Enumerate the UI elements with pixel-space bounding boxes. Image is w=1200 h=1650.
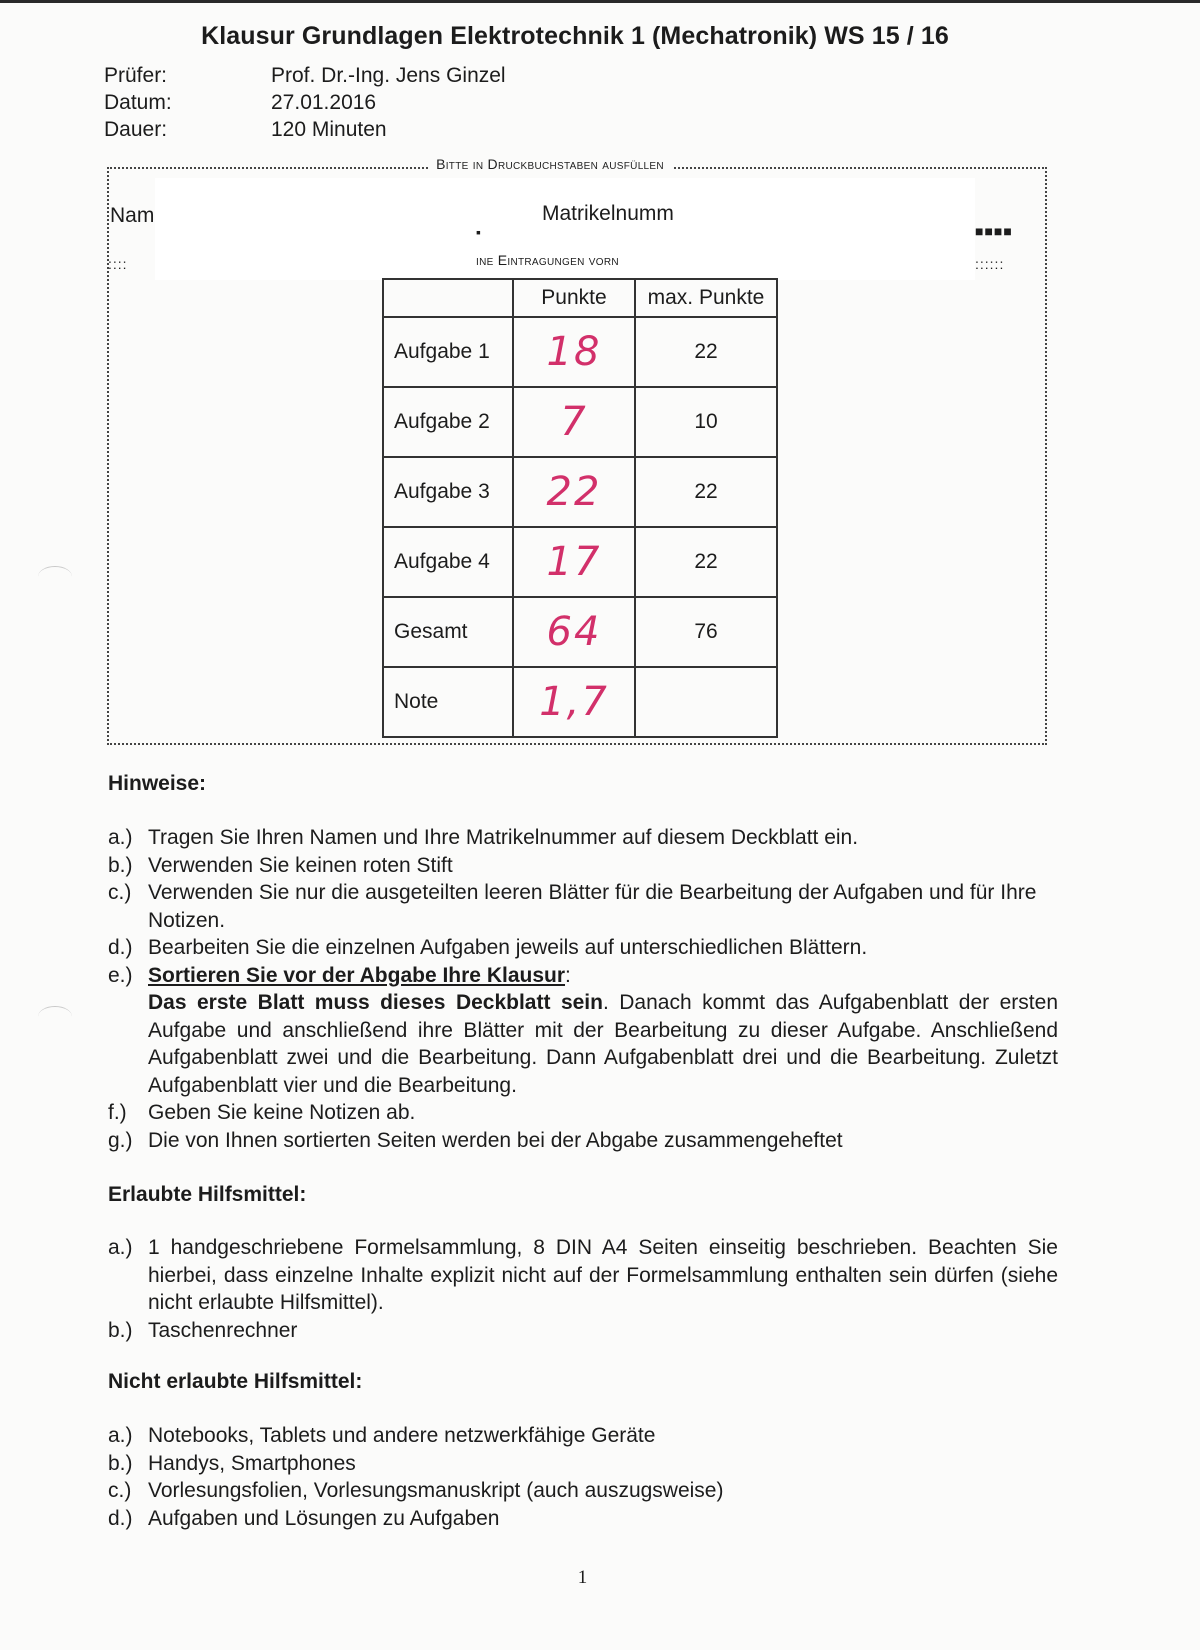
page-number: 1 bbox=[577, 1567, 588, 1588]
list-item: b.) Taschenrechner bbox=[108, 1318, 298, 1342]
list-item: d.) Aufgaben und Lösungen zu Aufgaben bbox=[108, 1506, 500, 1530]
max-points: 10 bbox=[635, 387, 777, 457]
table-header-row bbox=[383, 279, 777, 317]
table-row bbox=[383, 527, 777, 597]
list-item: c.) Verwenden Sie nur die ausgeteilten leeren Blätter für die Bearbeitung der Aufgaben und für Ihre Notizen. bbox=[108, 881, 1037, 932]
list-item: a.) Notebooks, Tablets und andere netzwerkfähige Geräte bbox=[108, 1424, 656, 1447]
dotted-fragment: ■■■■ bbox=[975, 223, 1013, 239]
scan-edge bbox=[0, 0, 1200, 3]
matrikel-label: Matrikelnumm bbox=[542, 202, 674, 225]
max-points: 22 bbox=[635, 457, 777, 527]
max-points: 22 bbox=[635, 317, 777, 387]
list-item: d.) Bearbeiten Sie die einzelnen Aufgaben jeweils auf unterschiedlichen Blättern. bbox=[108, 936, 868, 959]
nicht-erlaubte-hilfsmittel-list bbox=[108, 1422, 1058, 1532]
list-item: a.) Tragen Sie Ihren Namen und Ihre Matrikelnummer auf diesem Deckblatt ein. bbox=[108, 826, 859, 849]
list-item: f.) Geben Sie keine Notizen ab. bbox=[108, 1101, 416, 1124]
grade-empty-cell bbox=[635, 667, 777, 737]
table-header bbox=[383, 279, 513, 317]
hinweise-list bbox=[108, 824, 1058, 1154]
list-item: b.) Handys, Smartphones bbox=[108, 1451, 356, 1475]
task-label: Aufgabe 3 bbox=[383, 457, 513, 527]
handwritten-points: 22 bbox=[513, 457, 635, 527]
task-label: Aufgabe 1 bbox=[383, 317, 513, 387]
meta-value: Prof. Dr.-Ing. Jens Ginzel bbox=[271, 64, 506, 87]
table-header: max. Punkte bbox=[635, 279, 777, 317]
entry-box-subcaption: ine Eintragungen vorn bbox=[476, 252, 619, 268]
handwritten-points: 18 bbox=[513, 317, 635, 387]
max-total: 76 bbox=[635, 597, 777, 667]
name-label: Nam bbox=[110, 204, 155, 227]
entry-box-caption: Bitte in Druckbuchstaben ausfüllen bbox=[0, 156, 1100, 172]
meta-value: 27.01.2016 bbox=[271, 91, 377, 114]
handwritten-points: 7 bbox=[513, 387, 635, 457]
total-label: Gesamt bbox=[383, 597, 513, 667]
handwritten-total: 64 bbox=[513, 597, 635, 667]
table-row bbox=[383, 597, 777, 667]
table-row bbox=[383, 667, 777, 737]
dotted-fragment: ▪ bbox=[476, 224, 482, 240]
grade-label: Note bbox=[383, 667, 513, 737]
erlaubte-hilfsmittel-list bbox=[108, 1234, 1058, 1344]
dotted-fragment: :::::: bbox=[975, 256, 1005, 272]
meta-label: Prüfer: bbox=[104, 64, 168, 87]
hinweise-heading: Hinweise: bbox=[108, 772, 207, 795]
meta-value: 120 Minuten bbox=[271, 118, 387, 141]
table-row bbox=[383, 457, 777, 527]
erlaubte-hilfsmittel-heading: Erlaubte Hilfsmittel: bbox=[108, 1183, 307, 1206]
score-table bbox=[382, 278, 778, 738]
sort-instruction: Sortieren Sie vor der Abgabe Ihre Klausur bbox=[148, 963, 566, 987]
task-label: Aufgabe 4 bbox=[383, 527, 513, 597]
meta-label: Dauer: bbox=[104, 118, 168, 141]
page-title: Klausur Grundlagen Elektrotechnik 1 (Mechatronik) WS 15 / 16 bbox=[201, 22, 949, 50]
table-row bbox=[383, 387, 777, 457]
meta-label: Datum: bbox=[104, 91, 172, 114]
nicht-erlaubte-hilfsmittel-heading: Nicht erlaubte Hilfsmittel: bbox=[108, 1370, 363, 1393]
list-item: e.) Sortieren Sie vor der Abgabe Ihre Klausur: Das erste Blatt muss dieses Deckblatt sein. Danach kommt das Aufgabenblatt der ersten Aufgabe und anschließend ihre Blätter mit der Bearbeitung zu dieser Aufgabe. Anschließend Aufgabenblatt zwei und die Bearbeitung. Dann Aufgabenblatt drei und die Bearbeitung. Zuletzt Aufgabenblatt vier und die Bearbeitung. bbox=[108, 963, 1058, 1097]
handwritten-grade: 1,7 bbox=[513, 667, 635, 737]
task-label: Aufgabe 2 bbox=[383, 387, 513, 457]
list-item: g.) Die von Ihnen sortierten Seiten werden bei der Abgabe zusammengeheftet bbox=[108, 1128, 843, 1152]
cover-sheet-rule: Das erste Blatt muss dieses Deckblatt sein bbox=[148, 991, 603, 1014]
max-points: 22 bbox=[635, 527, 777, 597]
handwritten-points: 17 bbox=[513, 527, 635, 597]
list-item: a.) 1 handgeschriebene Formelsammlung, 8 DIN A4 Seiten einseitig beschrieben. Beachten Sie hierbei, dass einzelne Inhalte explizit nicht auf der Formelsammlung enthalten sein dürfen (siehe nicht erlaubte Hilfsmittel). bbox=[108, 1236, 1058, 1314]
punch-hole-mark bbox=[38, 1006, 72, 1027]
list-item: b.) Verwenden Sie keinen roten Stift bbox=[108, 853, 453, 877]
table-row bbox=[383, 317, 777, 387]
punch-hole-mark bbox=[38, 566, 72, 587]
table-header: Punkte bbox=[513, 279, 635, 317]
list-item: c.) Vorlesungsfolien, Vorlesungsmanuskript (auch auszugsweise) bbox=[108, 1479, 724, 1502]
dotted-fragment: :::: bbox=[108, 256, 128, 272]
